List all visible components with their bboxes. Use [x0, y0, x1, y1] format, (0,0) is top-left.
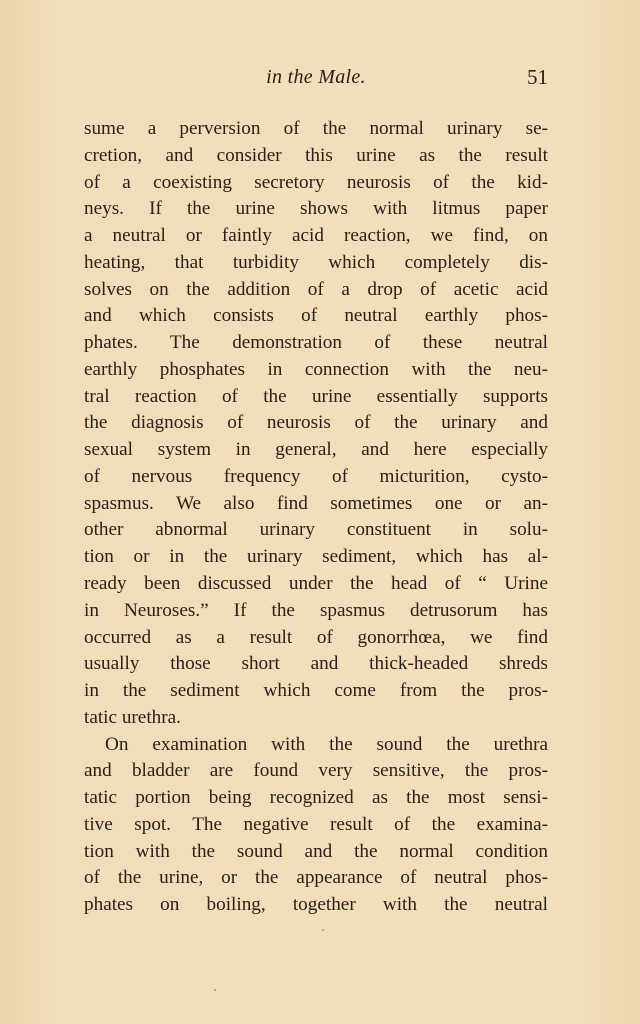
- text-line: solves on the addition of a drop of acetic acid: [84, 278, 548, 300]
- paragraph-end-line: tatic urethra.: [84, 706, 181, 728]
- running-head: [84, 66, 548, 94]
- text-line: phates. The demonstration of these neutral: [84, 332, 548, 354]
- body-text: [84, 116, 548, 919]
- text-line: and which consists of neutral earthly phos-: [84, 305, 548, 327]
- text-line: tive spot. The negative result of the examina-: [84, 813, 548, 835]
- text-line: usually those short and thick-headed shreds: [84, 653, 548, 675]
- text-line: the diagnosis of neurosis of the urinary and: [84, 412, 548, 434]
- text-line: earthly phosphates in connection with the neu-: [84, 358, 548, 380]
- page-number: 51: [527, 65, 548, 89]
- text-line: of nervous frequency of micturition, cysto-: [84, 465, 548, 487]
- text-line: and bladder are found very sensitive, the pros-: [84, 760, 548, 782]
- text-line: tion with the sound and the normal condition: [84, 840, 548, 862]
- text-line: neys. If the urine shows with litmus paper: [84, 198, 548, 220]
- text-line: heating, that turbidity which completely dis-: [84, 251, 548, 273]
- text-line: occurred as a result of gonorrhœa, we find: [84, 626, 548, 648]
- text-line: tion or in the urinary sediment, which has al-: [84, 546, 548, 568]
- text-line: a neutral or faintly acid reaction, we find, on: [84, 225, 548, 247]
- running-title: in the Male.: [266, 66, 366, 88]
- text-line: cretion, and consider this urine as the result: [84, 144, 548, 166]
- text-line: other abnormal urinary constituent in solu-: [84, 519, 548, 541]
- text-line: ready been discussed under the head of “ Urine: [84, 573, 548, 595]
- text-line: of the urine, or the appearance of neutral phos-: [84, 867, 548, 889]
- text-line: phates on boiling, together with the neutral: [84, 894, 548, 916]
- paragraph-start-line: On examination with the sound the urethra: [105, 733, 548, 755]
- text-line: sexual system in general, and here especially: [84, 439, 548, 461]
- text-line: tatic portion being recognized as the most sensi-: [84, 787, 548, 809]
- scan-speck: [214, 989, 216, 991]
- scan-speck: [322, 929, 324, 931]
- text-line: tral reaction of the urine essentially supports: [84, 385, 548, 407]
- text-line: in Neuroses.” If the spasmus detrusorum has: [84, 599, 548, 621]
- text-line: sume a perversion of the normal urinary se-: [84, 118, 548, 139]
- text-line: of a coexisting secretory neurosis of the kid-: [84, 171, 548, 193]
- text-line: spasmus. We also find sometimes one or an-: [84, 492, 548, 514]
- text-line: in the sediment which come from the pros-: [84, 680, 548, 702]
